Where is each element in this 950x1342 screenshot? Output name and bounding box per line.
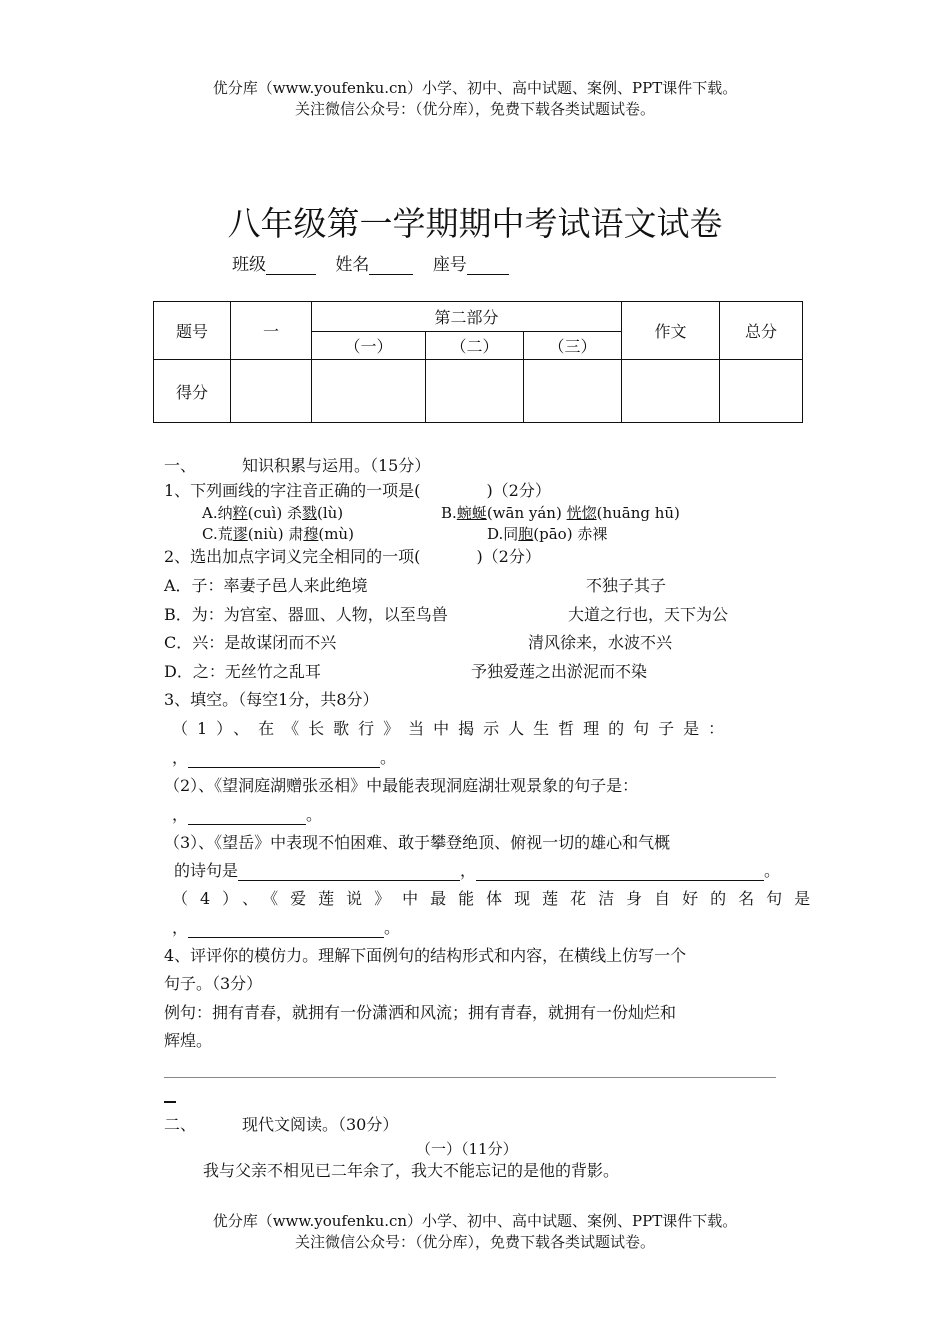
q2-option-d-right: 予独爱莲之出淤泥而不染 (471, 662, 648, 681)
q2-option-d-left: D．之：无丝竹之乱耳 (164, 662, 321, 681)
section-one-title: 知识积累与运用。（15分） (242, 456, 431, 475)
score-cell-essay[interactable] (622, 360, 720, 423)
header-line-1: 优分库（www.youfenku.cn）小学、初中、高中试题、案例、PPT课件下载。 (212, 79, 738, 97)
q3-blank-3b[interactable] (476, 864, 764, 881)
class-label: 班级 (232, 255, 266, 275)
part-two-header: 第二部分 (312, 302, 622, 332)
page-title: 八年级第一学期期中考试语文试卷 (227, 204, 723, 243)
footer-line-2: 关注微信公众号：（优分库），免费下载各类试题试卷。 (294, 1233, 655, 1251)
section-one-number: 一、 (164, 456, 197, 475)
total-header: 总分 (720, 302, 803, 360)
section-two-title: 现代文阅读。（30分） (242, 1115, 399, 1134)
q4-stem-2: 句子。（3分） (164, 974, 263, 993)
q2-option-a-right: 不独子其子 (586, 576, 667, 595)
q4-answer-line[interactable] (164, 1077, 776, 1078)
q3-blank-4[interactable] (188, 921, 384, 938)
essay-header: 作文 (622, 302, 720, 360)
q2-option-a-left: A．子：率妻子邑人来此绝境 (164, 576, 368, 595)
q3-blank-1[interactable] (188, 751, 380, 768)
part-one-header: 一 (231, 302, 312, 360)
q3-item-2-answer: ， 。 (172, 805, 323, 824)
q3-blank-3a[interactable] (238, 864, 460, 881)
sub-one-header: （一） (312, 332, 426, 360)
reading-paragraph: 我与父亲不相见已二年余了，我大不能忘记的是他的背影。 (203, 1161, 620, 1180)
q4-example-1: 例句：拥有青春，就拥有一份潇洒和风流；拥有青春，就拥有一份灿烂和 (164, 1003, 677, 1022)
score-cell-sub1[interactable] (312, 360, 426, 423)
q1-stem: 1、下列画线的字注音正确的一项是( )（2分） (164, 481, 551, 500)
q4-stem-1: 4、评评你的模仿力。理解下面例句的结构形式和内容，在横线上仿写一个 (164, 946, 687, 965)
q3-item-3-answer: 的诗句是 ， 。 (174, 861, 781, 880)
score-cell-total[interactable] (720, 360, 803, 423)
q2-stem: 2、选出加点字词义完全相同的一项( )（2分） (164, 547, 541, 566)
q3-item-1: （1）、在《长歌行》当中揭示人生哲理的句子是： (172, 719, 734, 738)
section-two-number: 二、 (164, 1115, 197, 1134)
q2-option-b-left: B．为：为宫室、器皿、人物，以至鸟兽 (164, 605, 448, 624)
footer-line-1: 优分库（www.youfenku.cn）小学、初中、高中试题、案例、PPT课件下载。 (212, 1212, 738, 1230)
name-label: 姓名 (335, 255, 370, 275)
score-cell-part1[interactable] (231, 360, 312, 423)
q3-item-1-answer: ， 。 (172, 748, 397, 767)
q4-answer-line-end (164, 1101, 176, 1103)
q3-item-4: （4）、《爱莲说》中最能体现莲花洁身自好的名句是 (172, 889, 823, 908)
q3-item-4-answer: ， 。 (172, 918, 401, 937)
seat-label: 座号 (432, 255, 467, 275)
q1-option-d: D.同胞(pāo) 赤裸 (487, 525, 608, 543)
score-cell-sub2[interactable] (426, 360, 524, 423)
q3-stem: 3、填空。（每空1分，共8分） (164, 690, 379, 709)
q2-option-b-right: 大道之行也，天下为公 (568, 605, 729, 624)
name-blank (369, 258, 413, 275)
q3-item-3: （3）、《望岳》中表现不怕困难、敢于攀登绝顶、俯视一切的雄心和气概 (164, 833, 671, 852)
seat-blank (467, 258, 509, 275)
q1-option-c: C.荒谬(niù) 肃穆(mù) (202, 525, 354, 543)
q3-blank-2[interactable] (188, 808, 306, 825)
score-table (153, 301, 803, 423)
score-cell-sub3[interactable] (524, 360, 622, 423)
student-info (232, 250, 509, 275)
sub-two-header: （二） (426, 332, 524, 360)
q2-option-c-right: 清风徐来，水波不兴 (528, 633, 673, 652)
q1-option-a: A.纳粹(cuì) 杀戮(lù) (202, 504, 344, 522)
class-blank (266, 258, 316, 275)
q3-item-2: （2）、《望洞庭湖赠张丞相》中最能表现洞庭湖壮观景象的句子是： (164, 776, 639, 795)
score-label: 得分 (154, 360, 231, 423)
q4-example-2: 辉煌。 (164, 1031, 213, 1050)
sub-three-header: （三） (524, 332, 622, 360)
header-line-2: 关注微信公众号：（优分库），免费下载各类试题试卷。 (294, 100, 655, 118)
q1-option-b: B.蜿蜒(wān yán) 恍惚(huāng hū) (441, 504, 680, 522)
q2-option-c-left: C．兴：是故谋闭而不兴 (164, 633, 337, 652)
question-number-label: 题号 (154, 302, 231, 360)
section-two-subtitle: （一）（11分） (416, 1140, 518, 1158)
